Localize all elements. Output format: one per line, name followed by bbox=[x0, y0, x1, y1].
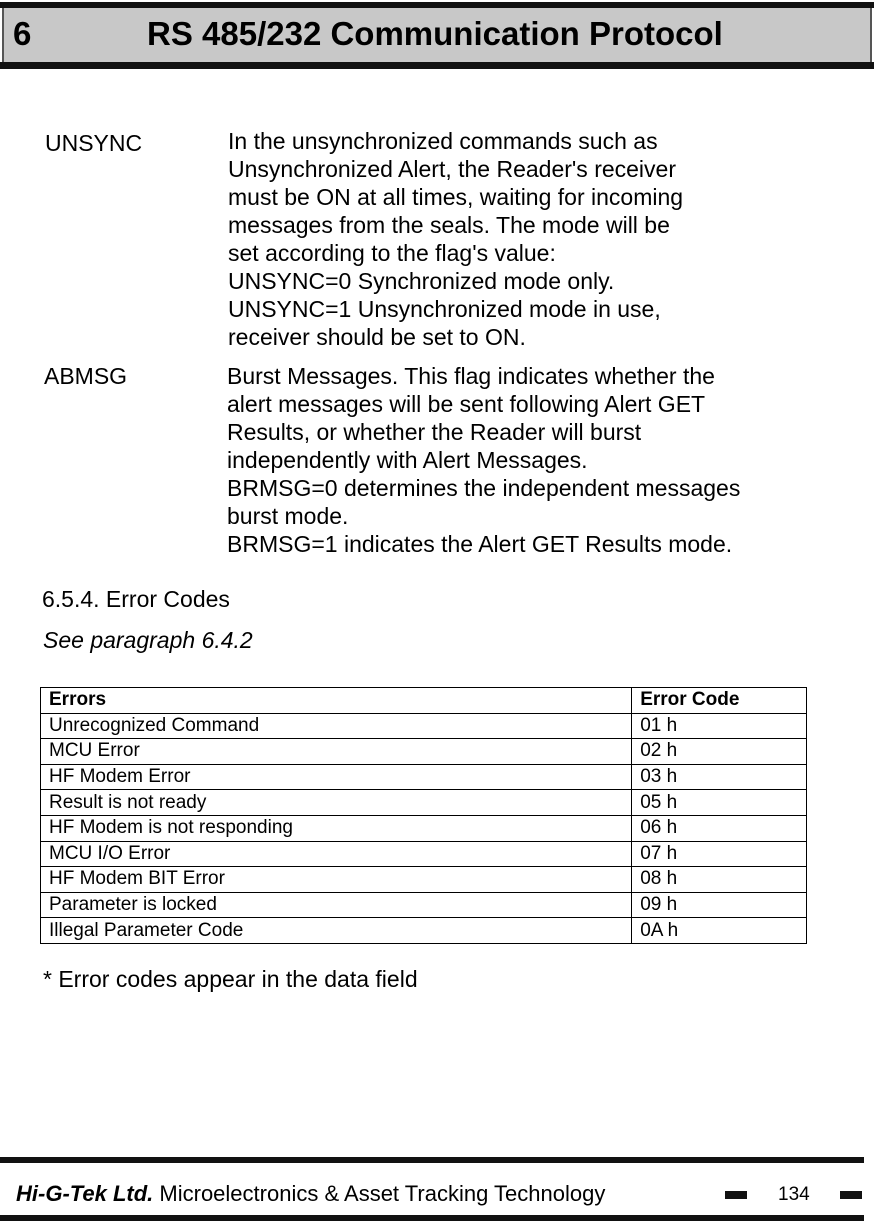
table-row bbox=[41, 841, 807, 867]
error-code-cell: 01 h bbox=[632, 713, 807, 739]
definition-line: independently with Alert Messages. bbox=[227, 447, 588, 473]
chapter-number: 6 bbox=[13, 15, 32, 52]
definition-line: messages from the seals. The mode will be bbox=[228, 212, 670, 238]
error-name-cell: Unrecognized Command bbox=[41, 713, 632, 739]
definition-line: alert messages will be sent following Alert GET bbox=[227, 391, 706, 417]
section-heading: 6.5.4. Error Codes bbox=[42, 586, 230, 612]
footer-marker-left bbox=[725, 1191, 747, 1199]
footer-rule-bottom bbox=[0, 1215, 864, 1221]
footnote: * Error codes appear in the data field bbox=[43, 966, 418, 992]
error-code-cell: 0A h bbox=[632, 918, 807, 944]
error-name-cell: HF Modem is not responding bbox=[41, 815, 632, 841]
header-rule-bottom bbox=[0, 62, 874, 69]
definition-line: burst mode. bbox=[227, 503, 349, 529]
error-name-cell: MCU Error bbox=[41, 739, 632, 765]
page-number: 134 bbox=[778, 1184, 810, 1205]
error-name-cell: Illegal Parameter Code bbox=[41, 918, 632, 944]
error-code-cell: 02 h bbox=[632, 739, 807, 765]
table-row bbox=[41, 739, 807, 765]
definition-line: Unsynchronized Alert, the Reader's receiver bbox=[228, 156, 676, 182]
footer-tagline: Microelectronics & Asset Tracking Technology bbox=[153, 1181, 606, 1206]
definition-line: BRMSG=1 indicates the Alert GET Results mode. bbox=[227, 531, 733, 557]
error-code-cell: 09 h bbox=[632, 892, 807, 918]
definition-line: Results, or whether the Reader will burst bbox=[227, 419, 642, 445]
definition-body-unsync bbox=[228, 127, 683, 351]
table-row bbox=[41, 713, 807, 739]
error-codes-table bbox=[40, 687, 807, 944]
footer-marker-right bbox=[840, 1191, 862, 1199]
error-name-cell: HF Modem Error bbox=[41, 764, 632, 790]
table-row bbox=[41, 764, 807, 790]
definition-line: UNSYNC=1 Unsynchronized mode in use, bbox=[228, 296, 661, 322]
column-header-error-code: Error Code bbox=[632, 688, 807, 714]
chapter-title: RS 485/232 Communication Protocol bbox=[147, 15, 723, 52]
table-row bbox=[41, 918, 807, 944]
table-header-row bbox=[41, 688, 807, 714]
error-code-cell: 06 h bbox=[632, 815, 807, 841]
definition-line: Burst Messages. This flag indicates whether the bbox=[227, 363, 715, 389]
error-name-cell: Parameter is locked bbox=[41, 892, 632, 918]
paragraph-reference: See paragraph 6.4.2 bbox=[43, 627, 253, 653]
definition-term-abmsg: ABMSG bbox=[44, 363, 128, 389]
definition-line: receiver should be set to ON. bbox=[228, 324, 526, 350]
definition-body-abmsg bbox=[227, 362, 740, 558]
definition-line: BRMSG=0 determines the independent messages bbox=[227, 475, 741, 501]
table-row bbox=[41, 892, 807, 918]
error-name-cell: HF Modem BIT Error bbox=[41, 867, 632, 893]
table-row bbox=[41, 815, 807, 841]
footer-rule-top bbox=[0, 1157, 864, 1163]
error-name-cell: Result is not ready bbox=[41, 790, 632, 816]
table-row bbox=[41, 867, 807, 893]
error-name-cell: MCU I/O Error bbox=[41, 841, 632, 867]
definition-line: UNSYNC=0 Synchronized mode only. bbox=[228, 268, 615, 294]
column-header-errors: Errors bbox=[41, 688, 632, 714]
definition-term-unsync: UNSYNC bbox=[45, 130, 143, 156]
definition-line: set according to the flag's value: bbox=[228, 240, 556, 266]
error-code-cell: 08 h bbox=[632, 867, 807, 893]
error-code-cell: 07 h bbox=[632, 841, 807, 867]
table-row bbox=[41, 790, 807, 816]
definition-line: must be ON at all times, waiting for incoming bbox=[228, 184, 684, 210]
error-code-cell: 05 h bbox=[632, 790, 807, 816]
footer-text bbox=[16, 1180, 605, 1208]
definition-line: In the unsynchronized commands such as bbox=[228, 128, 658, 154]
footer-company-name: Hi-G-Tek Ltd. bbox=[16, 1181, 154, 1206]
error-code-cell: 03 h bbox=[632, 764, 807, 790]
